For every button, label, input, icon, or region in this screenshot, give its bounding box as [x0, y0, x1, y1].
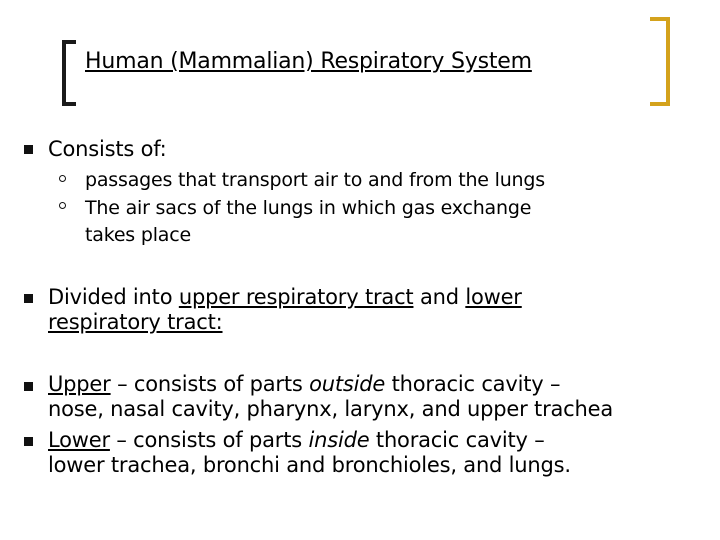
bullet-divided [48, 285, 522, 310]
title-bracket-left [62, 40, 76, 106]
upper-line2: nose, nasal cavity, pharynx, larynx, and upper trachea [48, 397, 614, 421]
bullet-lower [48, 428, 545, 453]
slide-title: Human (Mammalian) Respiratory System [85, 49, 532, 74]
sub-item-2: The air sacs of the lungs in which gas exchange [85, 197, 532, 219]
upper-desc: – consists of parts [110, 372, 310, 396]
sub-item-1: passages that transport air to and from the lungs [85, 169, 545, 191]
consists-label: Consists of: [48, 137, 167, 161]
upper-desc2: thoracic cavity – [385, 372, 561, 396]
sub-item-2-cont: takes place [85, 224, 191, 246]
lower-desc: – consists of parts [109, 428, 309, 452]
title-bracket-right [650, 17, 670, 106]
lower-desc2: thoracic cavity – [369, 428, 545, 452]
sub-bullet-icon [59, 202, 66, 209]
bullet-icon [24, 382, 33, 391]
lower-line2: lower trachea, bronchi and bronchioles, and lungs. [48, 453, 571, 477]
lower-tract-link: lower [465, 285, 522, 309]
bullet-upper [48, 372, 560, 397]
divided-and: and [413, 285, 466, 309]
bullet-consists [48, 137, 167, 162]
divided-line2: respiratory tract: [48, 310, 223, 334]
lower-emphasis: inside [308, 428, 370, 452]
bullet-icon [24, 437, 33, 446]
bullet-icon [24, 294, 33, 303]
sub-bullet-icon [59, 175, 66, 182]
upper-emphasis: outside [309, 372, 386, 396]
upper-term: Upper [48, 372, 111, 396]
lower-term: Lower [48, 428, 110, 452]
divided-text: Divided into [48, 285, 179, 309]
bullet-icon [24, 145, 33, 154]
upper-tract-link: upper respiratory tract [178, 285, 414, 309]
